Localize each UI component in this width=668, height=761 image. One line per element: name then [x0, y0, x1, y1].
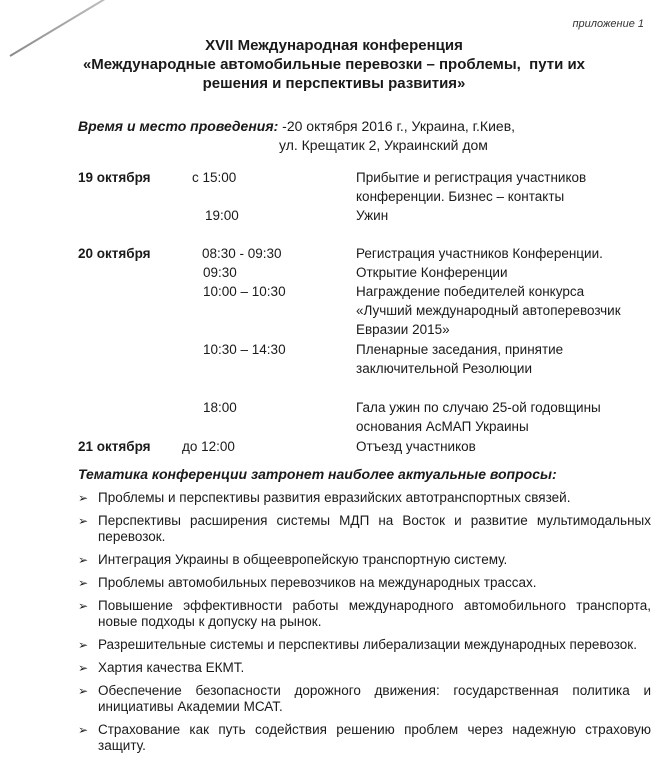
arrowhead-bullet-icon: ➢	[78, 514, 89, 528]
topic-item	[78, 637, 651, 653]
schedule-desc: Отъезд участников	[356, 439, 476, 454]
topic-text: Разрешительные системы и перспективы либерализации международных перевозок.	[98, 637, 637, 652]
venue-label: Время и место проведения:	[78, 118, 279, 134]
topic-item	[78, 722, 651, 754]
appendix-label: приложение 1	[572, 18, 644, 30]
title-line-1: XVII Международная конференция	[205, 37, 463, 54]
arrowhead-bullet-icon: ➢	[78, 638, 89, 652]
schedule-desc: Гала ужин по случаю 25-ой годовщины	[356, 400, 601, 415]
venue-line-2: ул. Крещатик 2, Украинский дом	[279, 137, 488, 153]
schedule-time: 19:00	[205, 208, 239, 223]
topic-text: Перспективы расширения системы МДП на Восток и развитие мультимодальных перевозок.	[98, 513, 651, 544]
topic-item	[78, 552, 651, 568]
topic-text: Интеграция Украины в общеевропейскую транспортную систему.	[98, 552, 508, 567]
schedule-date: 20 октября	[78, 246, 151, 261]
venue-line-1: -20 октября 2016 г., Украина, г.Киев,	[278, 118, 516, 134]
topic-text: Обеспечение безопасности дорожного движения: государственная политика и инициативы Академии МСАТ.	[98, 683, 651, 714]
document-title	[0, 36, 668, 93]
topic-item	[78, 598, 651, 630]
schedule-desc: основания АсМАП Украины	[356, 419, 529, 434]
schedule-time: 08:30 - 09:30	[202, 246, 282, 261]
schedule-date: 21 октября	[78, 439, 151, 454]
topics-heading: Тематика конференции затронет наиболее актуальные вопросы:	[78, 466, 557, 482]
schedule-time: 09:30	[203, 265, 237, 280]
schedule-desc: Прибытие и регистрация участников	[356, 170, 587, 185]
topic-text: Страхование как путь содействия решению проблем через надежную страховую защиту.	[98, 722, 651, 753]
topic-item	[78, 575, 651, 591]
arrowhead-bullet-icon: ➢	[78, 491, 89, 505]
topic-text: Проблемы и перспективы развития евразийских автотранспортных связей.	[98, 490, 571, 505]
arrowhead-bullet-icon: ➢	[78, 599, 89, 613]
schedule-desc: Регистрация участников Конференции.	[356, 246, 603, 261]
topic-text: Хартия качества ЕКМТ.	[98, 660, 245, 675]
topic-item	[78, 683, 651, 715]
topic-item	[78, 513, 651, 545]
arrowhead-bullet-icon: ➢	[78, 661, 89, 675]
schedule-time: 10:00 – 10:30	[203, 284, 286, 299]
arrowhead-bullet-icon: ➢	[78, 684, 89, 698]
topic-item	[78, 490, 651, 506]
arrowhead-bullet-icon: ➢	[78, 576, 89, 590]
venue-block	[78, 117, 515, 155]
schedule-time: с 15:00	[192, 170, 237, 185]
title-line-2: «Международные автомобильные перевозки – проблемы, пути их	[82, 56, 586, 73]
schedule-desc: Ужин	[356, 208, 389, 223]
schedule-time: 18:00	[203, 400, 237, 415]
topic-text: Проблемы автомобильных перевозчиков на международных трассах.	[98, 575, 537, 590]
schedule-desc: заключительной Резолюции	[356, 361, 532, 376]
schedule-desc: Евразии 2015»	[356, 322, 450, 337]
schedule-desc: Награждение победителей конкурса	[356, 284, 585, 299]
schedule-desc: Пленарные заседания, принятие	[356, 342, 564, 357]
schedule-time: 10:30 – 14:30	[203, 342, 286, 357]
schedule-date: 19 октября	[78, 170, 151, 185]
arrowhead-bullet-icon: ➢	[78, 723, 89, 737]
schedule-desc: конференции. Бизнес – контакты	[356, 189, 565, 204]
schedule-time: до 12:00	[182, 439, 235, 454]
topics-list	[78, 490, 651, 761]
schedule-desc: Открытие Конференции	[356, 265, 508, 280]
title-line-3: решения и перспективы развития»	[202, 75, 466, 92]
topic-item	[78, 660, 651, 676]
topic-text: Повышение эффективности работы международного автомобильного транспорта, новые подходы к допуску на рынок.	[98, 598, 651, 629]
arrowhead-bullet-icon: ➢	[78, 553, 89, 567]
schedule-desc: «Лучший международный автоперевозчик	[356, 303, 621, 318]
